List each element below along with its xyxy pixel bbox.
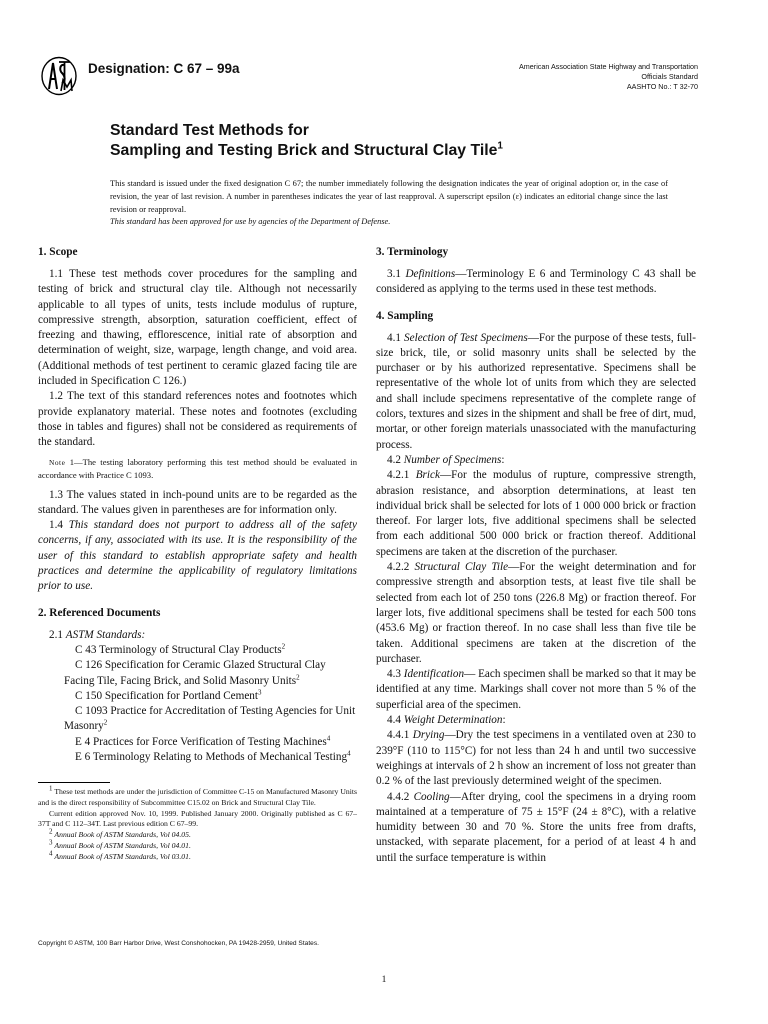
para-run-in-title: Definitions — [405, 268, 456, 280]
footnote-1-edition: Current edition approved Nov. 10, 1999. Published January 2000. Originally published as C 67–37T and C 112–34T. Last previous edition C 67–99. — [38, 808, 357, 829]
reference-text: C 126 Specification for Ceramic Glazed Structural Clay Facing Tile, Facing Brick, and Solid Masonry Units — [64, 659, 326, 687]
footnote-marker: 2 — [49, 827, 53, 836]
page-number: 1 — [381, 975, 387, 985]
footnote-marker: 3 — [49, 838, 53, 847]
section-4-heading: 4. Sampling — [376, 309, 434, 322]
footnote-3 — [38, 838, 357, 852]
reference-text: C 1093 Practice for Accreditation of Testing Agencies for Unit Masonry — [64, 705, 356, 733]
para-1-4-num: 1.4 — [49, 519, 69, 532]
para-4-4-2 — [376, 790, 696, 866]
para-4-2 — [376, 453, 696, 468]
left-column — [38, 245, 357, 765]
para-text: : — [501, 453, 505, 466]
reference-item — [38, 704, 357, 735]
para-4-4 — [376, 713, 696, 728]
document-title — [110, 121, 670, 161]
para-text: —After drying, cool the specimens in a drying room maintained at a temperature of 75 ± 15°F (24 ± 8°C), with a relative humidity between 30 and 70 %. Store the units free from drafts, unstacked, with separate placement, for a period of at least 4 h and until the surface temperature is within — [376, 790, 697, 864]
para-1-4 — [38, 518, 357, 594]
para-1-2: 1.2 The text of this standard references notes and footnotes which provide explanatory material. These notes and footnotes (excluding those in tables and figures) shall not be considered as requirements of the standard. — [38, 390, 357, 449]
title-line-1: Standard Test Methods for — [110, 122, 309, 139]
reference-text: C 43 Terminology of Structural Clay Products — [75, 643, 282, 656]
footnote-marker: 4 — [49, 849, 53, 858]
para-run-in-title: Weight Determination — [403, 714, 503, 727]
title-footnote-ref: 1 — [497, 140, 503, 152]
para-text: — Each specimen shall be marked so that it may be identified at any time. Markings shall cover not more than 5 % of the superficial area of the specimen. — [376, 668, 696, 711]
section-1-heading: 1. Scope — [38, 246, 78, 258]
footnote-4 — [38, 849, 357, 863]
reference-item — [38, 735, 357, 750]
dod-approval-note: This standard has been approved for use by agencies of the Department of Defense. — [110, 217, 391, 226]
para-run-in-title: Identification — [403, 668, 465, 681]
para-text: —For the weight determination and for compressive strength and absorption tests, at least five tile shall be selected from each lot of 250 tons (226.8 Mg) or fraction thereof. For larger lots, five additional specimens shall be tested for each 500 tons (453.6 Mg) or fraction thereof. In no case shall less than five tile be taken. Additional specimens are taken at the discretion of the purchaser. — [376, 561, 696, 665]
para-run-in-title: Structural Clay Tile — [414, 561, 509, 574]
para-num: 4.3 — [387, 668, 404, 681]
note-1 — [38, 456, 357, 482]
note-text: 1—The testing laboratory performing this test method should be evaluated in accordance with Practice C 1093. — [38, 456, 357, 481]
reference-item — [38, 658, 357, 689]
para-num: 4.4.1 — [387, 729, 413, 742]
para-num: 4.2.1 — [387, 469, 416, 482]
reference-footnote-ref: 4 — [326, 733, 331, 742]
footnote-text: Annual Book of ASTM Standards, Vol 04.05. — [54, 830, 191, 840]
footnote-text: Annual Book of ASTM Standards, Vol 03.01. — [54, 851, 191, 861]
para-text: —For the modulus of rupture, compressive strength, abrasion resistance, and absorption determinations, at least ten individual brick shall be selected for lots of 1 000 000 brick or fraction thereof. For larger lots, five additional specimens shall be selected from each additional 500 000 brick or fraction thereof. Additional specimens are taken at the discretion of the purchaser. — [376, 469, 696, 558]
para-num: 4.4 — [387, 714, 404, 727]
para-2-1-num: 2.1 — [49, 628, 66, 641]
reference-item — [38, 750, 357, 765]
para-run-in-title: Drying — [412, 729, 445, 742]
right-column — [376, 245, 696, 866]
reference-text: E 4 Practices for Force Verification of Testing Machines — [75, 735, 327, 748]
para-num: 4.2 — [387, 453, 404, 466]
aashto-line-2: Officials Standard — [641, 72, 698, 81]
para-run-in-title: Selection of Test Specimens — [404, 331, 528, 344]
para-2-1-text: ASTM Standards: — [65, 628, 146, 641]
reference-text: E 6 Terminology Relating to Methods of Mechanical Testing — [75, 751, 348, 764]
para-4-2-1 — [376, 468, 696, 560]
designation: Designation: C 67 – 99a — [88, 61, 240, 76]
para-num: 4.2.2 — [387, 561, 415, 574]
aashto-line-1: American Association State Highway and Transportation — [519, 62, 698, 71]
reference-item — [38, 643, 357, 658]
para-3-1 — [376, 267, 696, 298]
para-4-4-1 — [376, 728, 696, 789]
para-1-4-text: This standard does not purport to address all of the safety concerns, if any, associated with its use. It is the responsibility of the user of this standard to establish appropriate safety and health practices and determine the applicability of regulatory limitations prior to use. — [38, 519, 358, 593]
para-text: —Terminology E 6 and Terminology C 43 shall be considered as applying to the terms used in these test methods. — [376, 268, 697, 296]
footnote-2 — [38, 827, 357, 841]
para-run-in-title: Number of Specimens — [403, 453, 502, 466]
footnotes — [38, 784, 357, 863]
section-3-heading: 3. Terminology — [376, 246, 449, 258]
para-run-in-title: Cooling — [413, 790, 450, 803]
para-1-3: 1.3 The values stated in inch-pound units are to be regarded as the standard. The values given in parentheses are for information only. — [38, 488, 357, 516]
footnote-marker: 1 — [49, 784, 53, 793]
para-4-3 — [376, 667, 696, 713]
para-4-2-2 — [376, 560, 696, 667]
para-num: 4.4.2 — [387, 790, 414, 803]
copyright-notice: Copyright © ASTM, 100 Barr Harbor Drive, West Conshohocken, PA 19428-2959, United States. — [38, 940, 319, 947]
footnote-text: Annual Book of ASTM Standards, Vol 04.01. — [54, 840, 191, 850]
title-line-2 — [110, 141, 670, 161]
para-run-in-title: Brick — [415, 469, 440, 482]
reference-text: C 150 Specification for Portland Cement — [75, 689, 259, 702]
para-2-1 — [38, 628, 357, 643]
reference-footnote-ref: 2 — [103, 718, 108, 727]
issuance-note: This standard is issued under the fixed designation C 67; the number immediately following the designation indicates the year of original adoption or, in the case of revision, the year of last revision. A number in parentheses indicates the year of last reapproval. A superscript epsilon (ε) indicates an editorial change since the last revision or reapproval. — [110, 179, 668, 214]
para-num: 3.1 — [387, 268, 406, 280]
para-text: —For the purpose of these tests, full-size brick, tile, or solid masonry units shall be selected by the purchaser or by his authorized representative. Specimens shall be representative of the whole lot of units from which they are selected and shall include specimens representative of the complete range of colors, textures and sizes in the shipment and shall be free of dirt, mud, mortar, or other foreign materials unassociated with the manufacturing process. — [376, 331, 697, 451]
reference-footnote-ref: 2 — [281, 642, 286, 651]
para-1-1: 1.1 These test methods cover procedures for the sampling and testing of brick and structural clay tile. Although not necessarily applicable to all types of units, tests include modulus of rupture, compressive strength, absorption, saturation coefficient, effect of freezing and thawing, efflorescence, initial rate of absorption and determination of weight, size, warpage, length change, and void area. (Additional methods of test pertinent to ceramic glazed facing tile are included in Specification C 126.) — [38, 268, 357, 388]
reference-footnote-ref: 2 — [296, 672, 300, 681]
para-text: —Dry the test specimens in a ventilated oven at 230 to 239°F (110 to 115°C) for not less than 24 h and until two successive weighings at intervals of 2 h show an increment of loss not greater than 0.2 % of the last previously determined weight of the specimen. — [376, 729, 696, 788]
title-line-2-text: Sampling and Testing Brick and Structural Clay Tile — [110, 142, 498, 159]
para-num: 4.1 — [387, 331, 405, 344]
para-4-1 — [376, 331, 696, 453]
note-label: Note — [49, 457, 66, 467]
reference-footnote-ref: 3 — [258, 688, 262, 697]
footnote-text: These test methods are under the jurisdiction of Committee C-15 on Manufactured Masonry Units and is the direct responsibility of Subcommittee C15.02 on Brick and Structural Clay Tile. — [38, 787, 357, 807]
aashto-info — [438, 62, 698, 92]
section-2-heading: 2. Referenced Documents — [38, 606, 161, 619]
reference-item — [38, 689, 357, 704]
footnote-1 — [38, 784, 357, 809]
footnote-divider — [38, 782, 110, 783]
para-text: : — [502, 714, 506, 727]
reference-footnote-ref: 4 — [347, 749, 351, 758]
astm-logo-icon — [40, 56, 78, 96]
aashto-line-3: AASHTO No.: T 32-70 — [626, 82, 698, 91]
